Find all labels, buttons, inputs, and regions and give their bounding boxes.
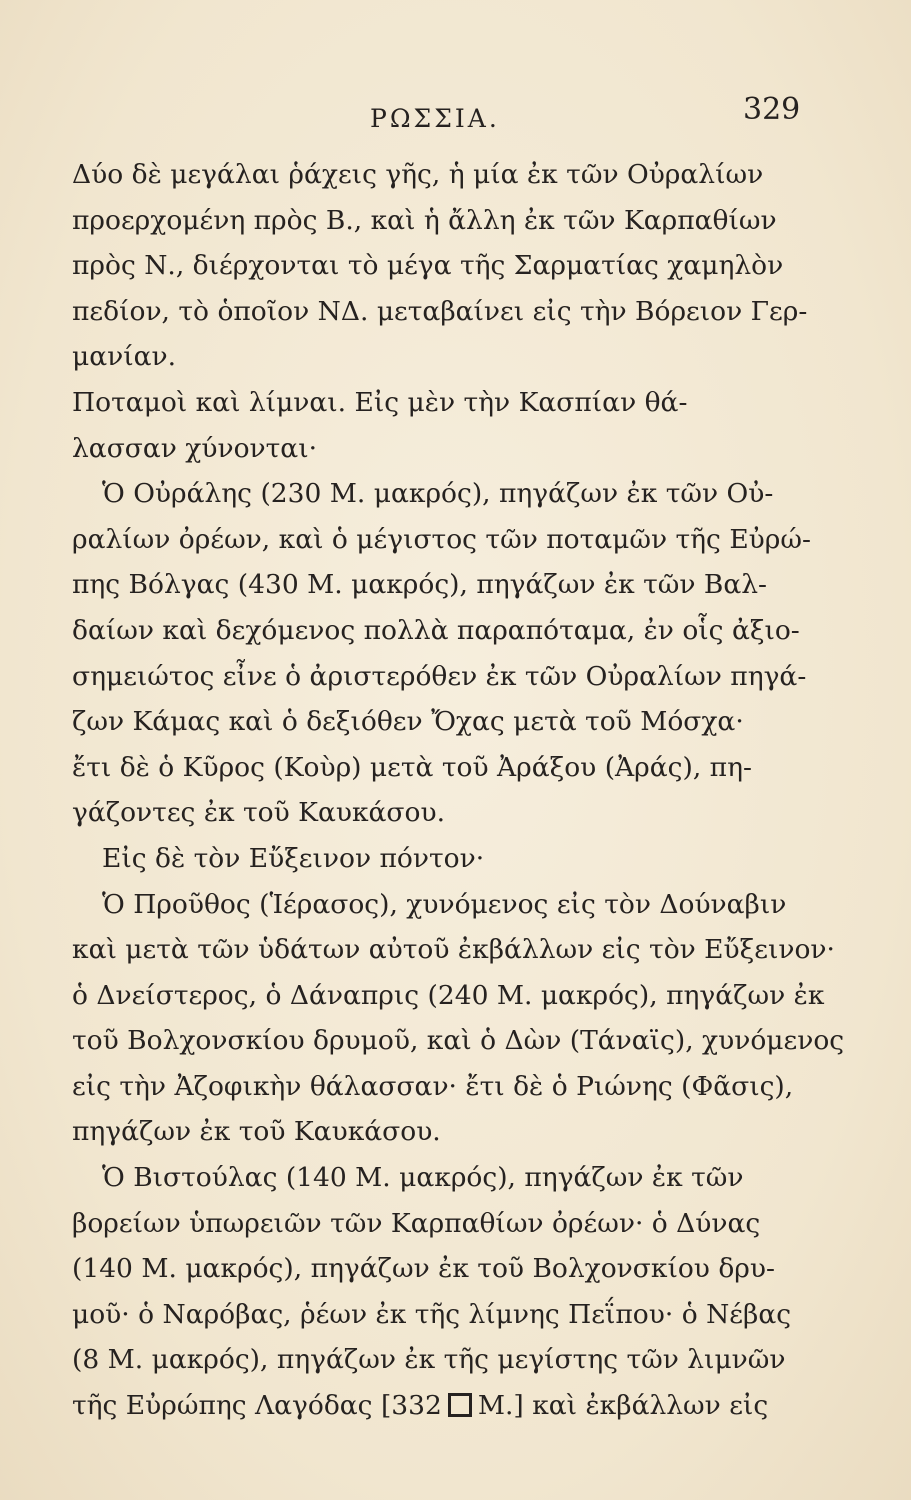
text-line: πεδίον, τὸ ὁποῖον ΝΔ. μεταβαίνει εἰς τὴν Βόρειον Γερ- xyxy=(72,295,808,327)
page-number: 329 xyxy=(743,92,801,127)
text-line: Δύο δὲ μεγάλαι ῥάχεις γῆς, ἡ μία ἐκ τῶν Οὐραλίων xyxy=(72,159,764,190)
text-line: μοῦ· ὁ Ναρόβας, ῥέων ἐκ τῆς λίμνης Πεΐπου· ὁ Νέβας xyxy=(72,1298,792,1330)
text-line: λασσαν χύνονται· xyxy=(72,432,318,464)
text-line: γάζοντες ἐκ τοῦ Καυκάσου. xyxy=(72,797,446,829)
text-line: ζων Κάμας καὶ ὁ δεξιόθεν Ὄχας μετὰ τοῦ Μόσχα· xyxy=(72,706,744,738)
text-line: δαίων καὶ δεχόμενος πολλὰ παραπόταμα, ἐν οἷς ἀξιο- xyxy=(72,614,800,646)
text-line: ἔτι δὲ ὁ Κῦρος (Κοὺρ) μετὰ τοῦ Ἀράξου (Ἀράς), πη- xyxy=(72,751,752,783)
text-line: καὶ μετὰ τῶν ὑδάτων αὐτοῦ ἐκβάλλων εἰς τὸν Εὔξεινον· xyxy=(72,934,835,966)
text-line: Ὁ Βιστούλας (140 Μ. μακρός), πηγάζων ἐκ τῶν xyxy=(102,1162,744,1194)
text-line xyxy=(72,1383,822,1429)
text-line: βορείων ὑπωρειῶν τῶν Καρπαθίων ὀρέων· ὁ Δύνας xyxy=(72,1207,761,1239)
text-line: πης Βόλγας (430 Μ. μακρός), πηγάζων ἐκ τῶν Βαλ- xyxy=(72,569,768,601)
text-line: μανίαν. xyxy=(72,341,177,373)
square-symbol-icon xyxy=(448,1393,472,1417)
text-line: ὁ Δνείστερος, ὁ Δάναπρις (240 Μ. μακρός), πηγάζων ἐκ xyxy=(72,979,825,1011)
text-line: εἰς τὴν Ἀζοφικὴν θάλασσαν· ἔτι δὲ ὁ Ριώνης (Φᾶσις), xyxy=(72,1070,794,1102)
section-heading-line: Ποταμοὶ καὶ λίμναι. Εἰς μὲν τὴν Κασπίαν θά- xyxy=(72,386,688,418)
text-line: Εἰς δὲ τὸν Εὔξεινον πόντον· xyxy=(102,842,485,874)
text-line: Ὁ Οὐράλης (230 Μ. μακρός), πηγάζων ἐκ τῶν Οὐ- xyxy=(102,478,774,510)
text-line: (8 Μ. μακρός), πηγάζων ἐκ τῆς μεγίστης τῶν λιμνῶν xyxy=(72,1344,786,1376)
body-text xyxy=(72,152,845,1429)
text-line: (140 Μ. μακρός), πηγάζων ἐκ τοῦ Βολχονσκίου δρυ- xyxy=(72,1253,775,1285)
text-line: ραλίων ὀρέων, καὶ ὁ μέγιστος τῶν ποταμῶν τῆς Εὐρώ- xyxy=(72,523,811,555)
text-segment: τῆς Εὐρώπης Λαγόδας [332 xyxy=(72,1390,442,1422)
running-header: ΡΩΣΣΙΑ. xyxy=(370,104,500,133)
text-line: Ὁ Προῦθος (Ἱέρασος), χυνόμενος εἰς τὸν Δούναβιν xyxy=(102,888,787,920)
text-line: πηγάζων ἐκ τοῦ Καυκάσου. xyxy=(72,1116,441,1148)
text-segment: Μ.] καὶ ἐκβάλλων εἰς xyxy=(477,1390,769,1422)
text-line: τοῦ Βολχονσκίου δρυμοῦ, καὶ ὁ Δὼν (Τάναϊς), χυνόμενος xyxy=(72,1025,845,1057)
text-line: σημειώτος εἶνε ὁ ἀριστερόθεν ἐκ τῶν Οὐραλίων πηγά- xyxy=(72,660,807,692)
text-line: προερχομένη πρὸς Β., καὶ ἡ ἄλλη ἐκ τῶν Καρπαθίων xyxy=(72,204,777,236)
text-line: πρὸς Ν., διέρχονται τὸ μέγα τῆς Σαρματίας χαμηλὸν xyxy=(72,250,784,282)
